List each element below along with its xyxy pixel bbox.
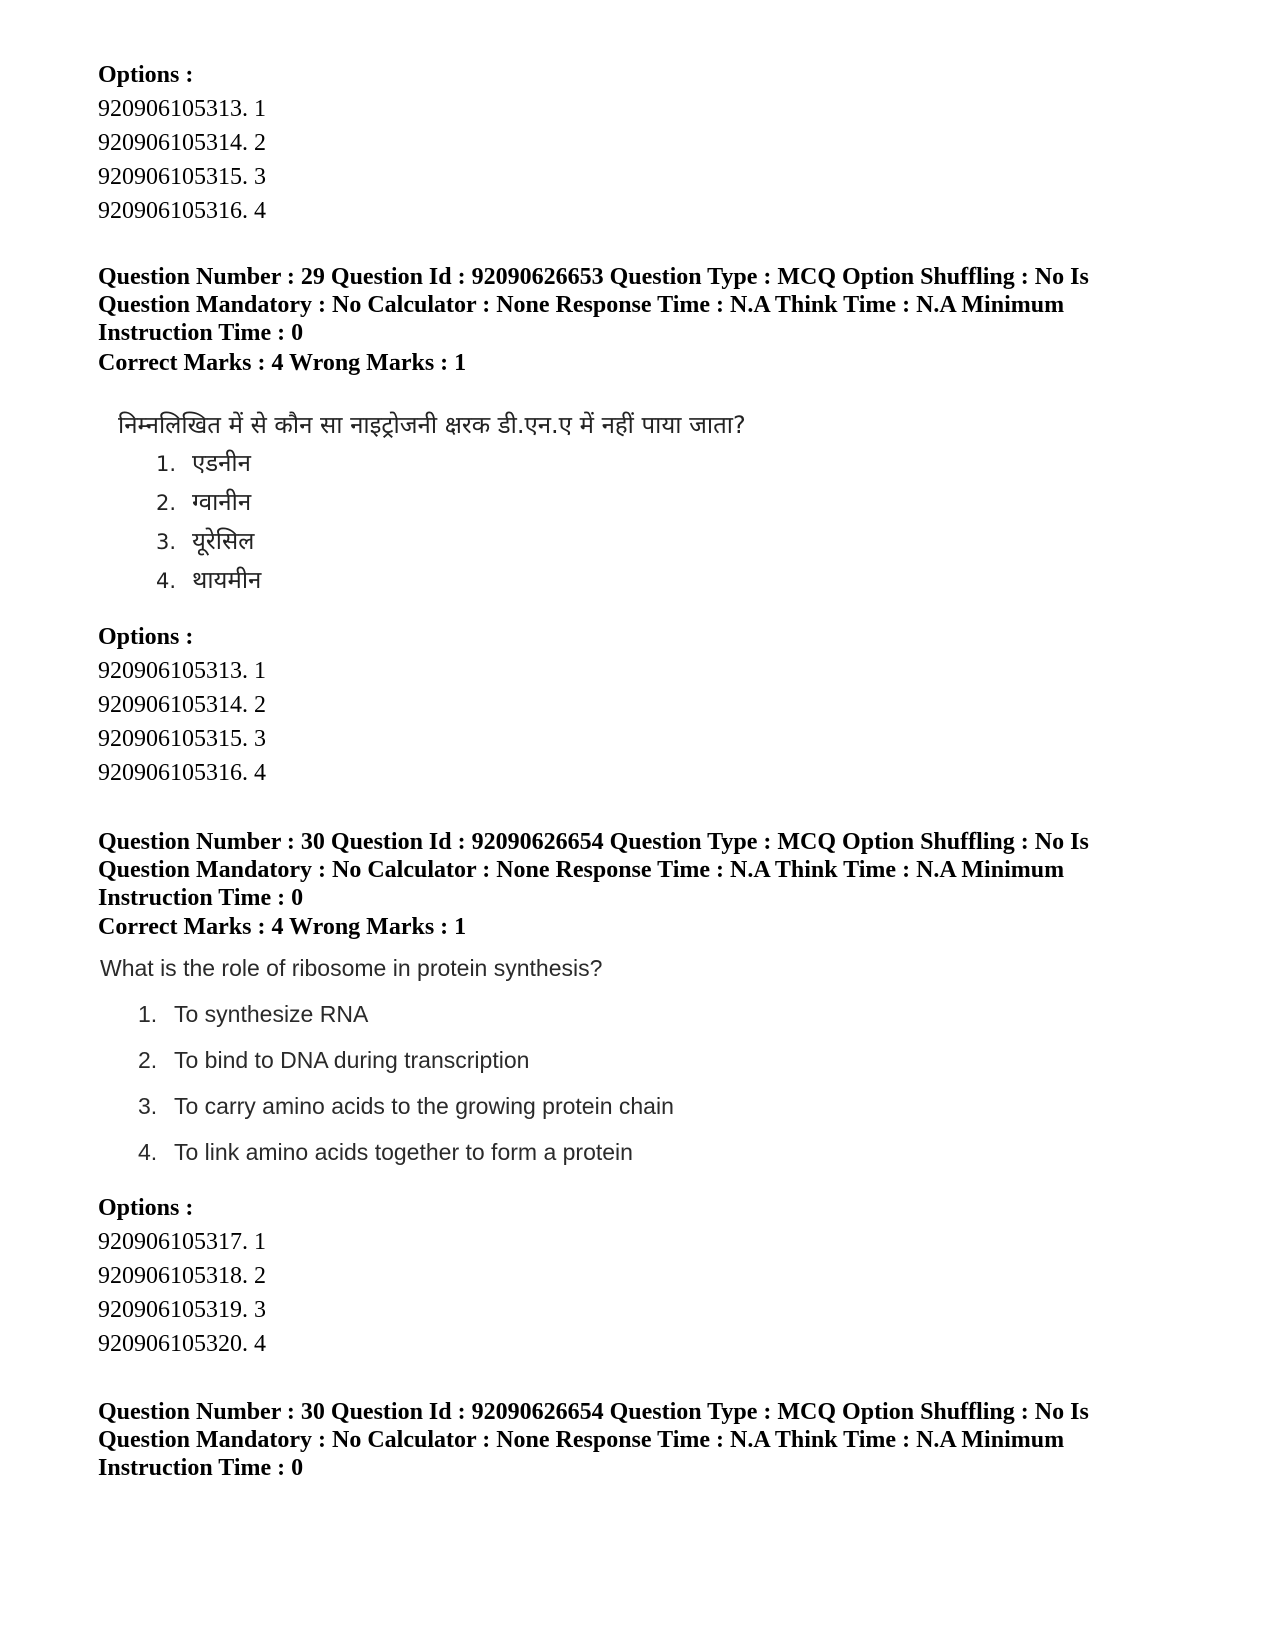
option-line: 920906105313. 1 <box>98 658 266 684</box>
question-29-text: निम्नलिखित में से कौन सा नाइट्रोजनी क्षरक डी.एन.ए में नहीं पाया जाता? <box>118 411 746 439</box>
option-line: 920906105314. 2 <box>98 692 266 718</box>
option-line: 920906105315. 3 <box>98 726 266 752</box>
question-29-choice: 4. थायमीन <box>156 566 262 594</box>
options-heading: Options : <box>98 624 194 650</box>
question-30-choice: 3. To carry amino acids to the growing protein chain <box>138 1093 674 1119</box>
options-heading: Options : <box>98 1195 194 1221</box>
option-line: 920906105315. 3 <box>98 164 266 190</box>
option-line: 920906105316. 4 <box>98 198 266 224</box>
question-29-choice: 2. ग्वानीन <box>156 488 252 516</box>
question-30-repeat-meta: Question Number : 30 Question Id : 92090626654 Question Type : MCQ Option Shuffling : No Is Question Mandatory : No Calculator : None Response Time : N.A Think Time : N.A Minimum Instruction Time : 0 <box>98 1399 1089 1481</box>
option-line: 920906105317. 1 <box>98 1229 266 1255</box>
option-line: 920906105319. 3 <box>98 1297 266 1323</box>
question-30-marks: Correct Marks : 4 Wrong Marks : 1 <box>98 914 467 940</box>
option-line: 920906105316. 4 <box>98 760 266 786</box>
question-30-image <box>100 953 674 1175</box>
question-30-choice: 4. To link amino acids together to form a protein <box>138 1139 633 1165</box>
option-line: 920906105314. 2 <box>98 130 266 156</box>
question-30-meta: Question Number : 30 Question Id : 92090626654 Question Type : MCQ Option Shuffling : No Is Question Mandatory : No Calculator : None Response Time : N.A Think Time : N.A Minimum Instruction Time : 0 <box>98 829 1089 911</box>
question-29-meta: Question Number : 29 Question Id : 92090626653 Question Type : MCQ Option Shuffling : No Is Question Mandatory : No Calculator : None Response Time : N.A Think Time : N.A Minimum Instruction Time : 0 <box>98 264 1089 346</box>
question-29-image <box>118 410 746 600</box>
question-30-text: What is the role of ribosome in protein synthesis? <box>100 955 603 981</box>
options-heading: Options : <box>98 62 194 88</box>
option-line: 920906105318. 2 <box>98 1263 266 1289</box>
question-29-choice: 3. यूरेसिल <box>156 527 255 555</box>
option-line: 920906105313. 1 <box>98 96 266 122</box>
question-29-options-section <box>98 620 1178 790</box>
question-29-choice: 1. एडनीन <box>156 449 251 477</box>
question-30-choice: 2. To bind to DNA during transcription <box>138 1047 530 1073</box>
question-30-choice: 1. To synthesize RNA <box>138 1001 369 1027</box>
top-options-section <box>98 58 1178 228</box>
question-29-marks: Correct Marks : 4 Wrong Marks : 1 <box>98 350 467 376</box>
question-30-options-section <box>98 1191 1178 1361</box>
option-line: 920906105320. 4 <box>98 1331 266 1357</box>
